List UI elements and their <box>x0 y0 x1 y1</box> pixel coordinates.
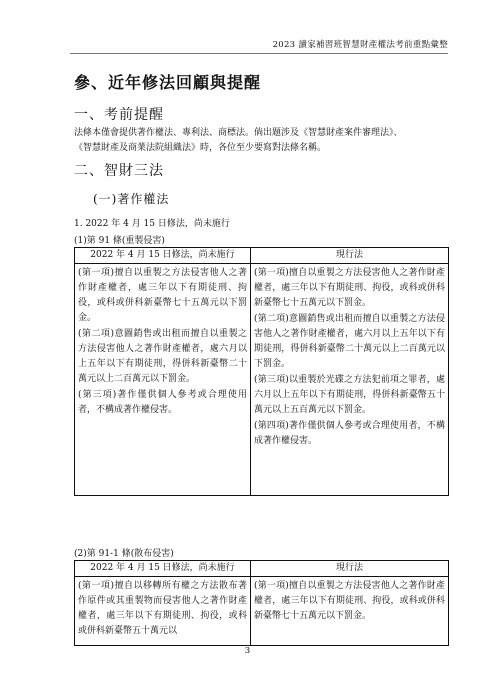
column-header-current: 現行法 <box>251 248 449 264</box>
section-title: 參、近年修法回顧與提醒 <box>74 73 262 92</box>
comparison-table-article-91-1 <box>74 560 449 646</box>
paragraph-clause: (第三項)以重製於光碟之方法犯前項之罪者，處六月以上五年以下有期徒刑，得併科新臺幣五十萬元以上五百萬元以下罰金。 <box>254 375 445 415</box>
exam-tip-line: 法條本僅會提供著作權法、專利法、商標法。倘出題涉及《智慧財產案件審理法》、 <box>74 128 403 138</box>
column-header-amended: 2022 年 4 月 15 日修法，尚未施行 <box>75 248 251 264</box>
paragraph-clause: (第二項)意圖銷售或出租而擅自以重製之方法侵害他人之著作財產權者，處六月以上五年以下有期徒刑，得併科新臺幣二十萬元以上二百萬元以下罰金。 <box>78 329 247 384</box>
paragraph-clause: (第四項)著作僅供個人參考或合理使用者，不構成著作權侵害。 <box>254 421 445 446</box>
table-row <box>75 264 449 496</box>
paragraph-clause: (第二項)意圖銷售或出租而擅自以重製之方法侵害他人之著作財產權者，處六月以上五年以下有期徒刑，得併科新臺幣二十萬元以上二百萬元以下罰金。 <box>254 314 445 369</box>
paragraph-clause: (第三項)著作僅供個人參考或合理使用者，不構成著作權侵害。 <box>78 390 247 415</box>
amended-law-cell <box>75 264 251 496</box>
paragraph-clause: (第一項)擅自以重製之方法侵害他人之著作財產權者，處三年以下有期徒刑、拘役，或科或併科新臺幣七十五萬元以下罰金。 <box>78 268 247 323</box>
exam-tip-line: 《智慧財產及商業法院組織法》時，各位至少要寫對法條名稱。 <box>74 143 327 153</box>
item-heading: 1. 2022 年 4 月 15 日修法，尚未施行 <box>74 219 230 229</box>
amended-law-cell <box>75 577 251 646</box>
paragraph-clause: (第一項)擅自以重製之方法侵害他人之著作財產權者，處三年以下有期徒刑、拘役，或科或併科新臺幣七十五萬元以下罰金。 <box>254 268 445 308</box>
comparison-table-article-91 <box>74 247 449 496</box>
current-law-cell <box>251 264 449 496</box>
table-header-row <box>75 248 449 264</box>
current-law-cell <box>251 577 449 646</box>
running-header: 2023 讀家補習班智慧財產權法考前重點彙整 <box>272 40 448 50</box>
article-heading: (1)第 91 條(重製侵害) <box>74 236 165 246</box>
paragraph-clause: (第一項)擅自以移轉所有權之方法散布著作原件或其重製物而侵害他人之著作財產權者，處三年以下有期徒刑、拘役，或科或併科新臺幣五十萬元以 <box>78 581 247 636</box>
paragraph-clause: (第一項)擅自以重製之方法侵害他人之著作財產權者，處三年以下有期徒刑、拘役，或科或併科新臺幣七十五萬元以下罰金。 <box>254 581 445 621</box>
subsection-heading-exam-tips: 一、考前提醒 <box>74 107 164 123</box>
subsection-heading-ip-laws: 二、智財三法 <box>74 163 164 179</box>
column-header-amended: 2022 年 4 月 15 日修法，尚未施行 <box>75 561 251 577</box>
page-number: 3 <box>244 646 251 656</box>
exam-tip-paragraph <box>74 126 448 156</box>
column-header-current: 現行法 <box>251 561 449 577</box>
subsubsection-heading-copyright: (一)著作權法 <box>93 192 170 206</box>
table-header-row <box>75 561 449 577</box>
header-rule <box>70 53 448 54</box>
article-heading: (2)第 91-1 條(散布侵害) <box>74 549 174 559</box>
table-row <box>75 577 449 646</box>
